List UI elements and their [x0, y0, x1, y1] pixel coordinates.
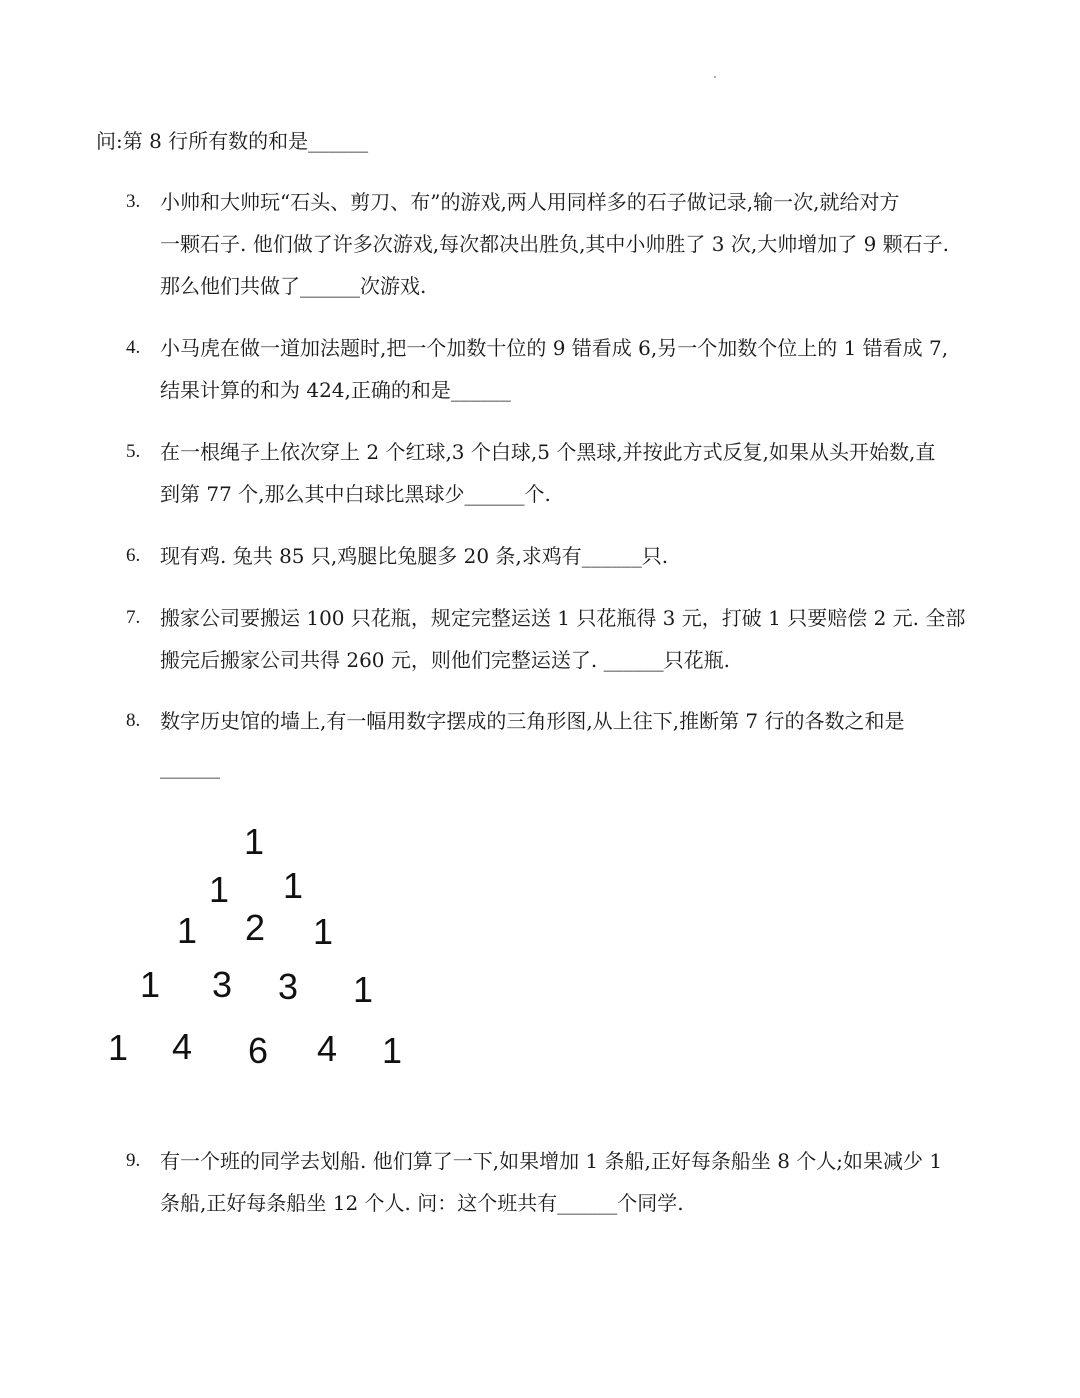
intro-question: 问:第 8 行所有数的和是______: [96, 129, 369, 153]
answer-blank: ______: [160, 755, 220, 779]
triangle-number: 6: [248, 1030, 269, 1071]
question-line: 小马虎在做一道加法题时,把一个加数十位的 9 错看成 6,另一个加数个位上的 1 错看成 7,: [160, 336, 949, 360]
question-number: 7.: [126, 607, 141, 628]
triangle-number: 1: [108, 1027, 129, 1068]
question-number: 5.: [126, 441, 141, 462]
question-number: 8.: [126, 710, 141, 731]
triangle-number: 2: [245, 907, 266, 948]
triangle-number: 1: [244, 821, 265, 862]
triangle-number: 1: [313, 911, 334, 952]
question-line: 有一个班的同学去划船. 他们算了一下,如果增加 1 条船,正好每条船坐 8 个人;如果减少 1: [160, 1149, 943, 1173]
question-line: 现有鸡. 兔共 85 只,鸡腿比兔腿多 20 条,求鸡有______只.: [160, 544, 669, 568]
question-line: 结果计算的和为 424,正确的和是______: [160, 378, 511, 402]
triangle-number: 1: [140, 964, 161, 1005]
question-line: 那么他们共做了______次游戏.: [160, 274, 427, 298]
triangle-number: 4: [172, 1026, 193, 1067]
triangle-number: 3: [212, 964, 233, 1005]
triangle-number: 1: [209, 869, 230, 910]
question-line: 到第 77 个,那么其中白球比黑球少______个.: [160, 482, 551, 506]
question-line: 在一根绳子上依次穿上 2 个红球,3 个白球,5 个黑球,并按此方式反复,如果从头开始数,直: [160, 440, 936, 464]
question-line: 搬完后搬家公司共得 260 元，则他们完整运送了. ______只花瓶.: [160, 648, 730, 672]
triangle-number: 1: [353, 969, 374, 1010]
scan-speck: [714, 76, 716, 78]
question-line: 搬家公司要搬运 100 只花瓶，规定完整运送 1 只花瓶得 3 元，打破 1 只要赔偿 2 元. 全部: [160, 606, 966, 630]
question-number: 6.: [126, 545, 141, 566]
question-line: 条船,正好每条船坐 12 个人. 问：这个班共有______个同学.: [160, 1191, 684, 1215]
question-line: 数字历史馆的墙上,有一幅用数字摆成的三角形图,从上往下,推断第 7 行的各数之和是: [160, 709, 905, 733]
triangle-number: 3: [278, 966, 299, 1007]
question-line: 小帅和大帅玩“石头、剪刀、布”的游戏,两人用同样多的石子做记录,输一次,就给对方: [160, 190, 900, 214]
triangle-number: 4: [317, 1028, 338, 1069]
question-number: 9.: [126, 1150, 141, 1171]
question-number: 3.: [126, 191, 141, 212]
triangle-number: 1: [283, 865, 304, 906]
question-number: 4.: [126, 337, 141, 358]
question-line: 一颗石子. 他们做了许多次游戏,每次都决出胜负,其中小帅胜了 3 次,大帅增加了 9 颗石子.: [160, 232, 950, 256]
triangle-number: 1: [382, 1030, 403, 1071]
triangle-number: 1: [177, 910, 198, 951]
